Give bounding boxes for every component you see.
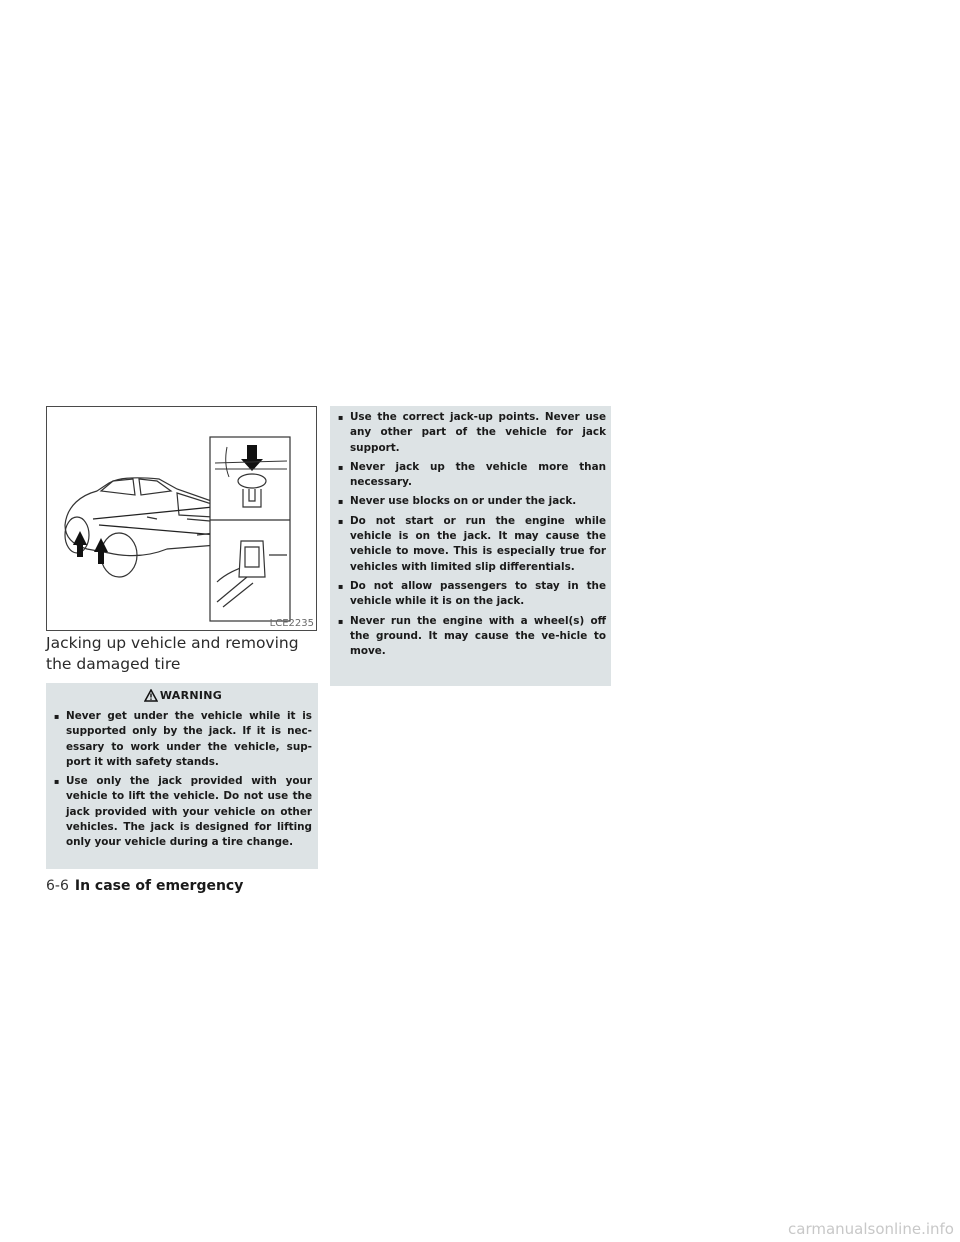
list-item: ▪ Do not allow passengers to stay in the vehicle while it is on the jack.: [338, 579, 606, 610]
car-jack-drawing: [47, 407, 316, 630]
warning-triangle-icon: [144, 689, 158, 702]
list-item: ▪ Never run the engine with a wheel(s) off the ground. It may cause the ve-hicle to move.: [338, 614, 606, 660]
jack-point-illustration: [46, 406, 317, 631]
list-item: ▪ Use only the jack provided with your vehicle to lift the vehicle. Do not use the jack provided with your vehicle on other vehicles. The jack is designed for lifting only your vehicle during a tire change.: [54, 774, 312, 850]
warning-box-right: [330, 406, 611, 686]
warning-box-left: [46, 683, 318, 869]
section-heading: Jacking up vehicle and removing the damaged tire: [46, 634, 299, 673]
list-item: ▪ Do not start or run the engine while vehicle is on the jack. It may cause the vehicle to move. This is especially true for vehicles with limited slip differentials.: [338, 514, 606, 575]
list-item: ▪ Never get under the vehicle while it is supported only by the jack. If it is nec-essary to work under the vehicle, sup-port it with safety stands.: [54, 709, 312, 770]
page-footer: [46, 876, 243, 896]
page-number: 6-6: [46, 878, 69, 894]
warning-list-right: [338, 410, 606, 659]
warning-title: [54, 687, 312, 705]
watermark: carmanualsonline.info: [788, 1220, 954, 1238]
warning-title-text: WARNING: [159, 689, 223, 702]
list-item: ▪ Never use blocks on or under the jack.: [338, 494, 606, 509]
list-item: ▪ Use the correct jack-up points. Never use any other part of the vehicle for jack support.: [338, 410, 606, 456]
section-name: In case of emergency: [74, 878, 244, 894]
figure-code: LCE2235: [269, 618, 314, 629]
warning-list-left: [54, 709, 312, 851]
list-item: ▪ Never jack up the vehicle more than necessary.: [338, 460, 606, 491]
